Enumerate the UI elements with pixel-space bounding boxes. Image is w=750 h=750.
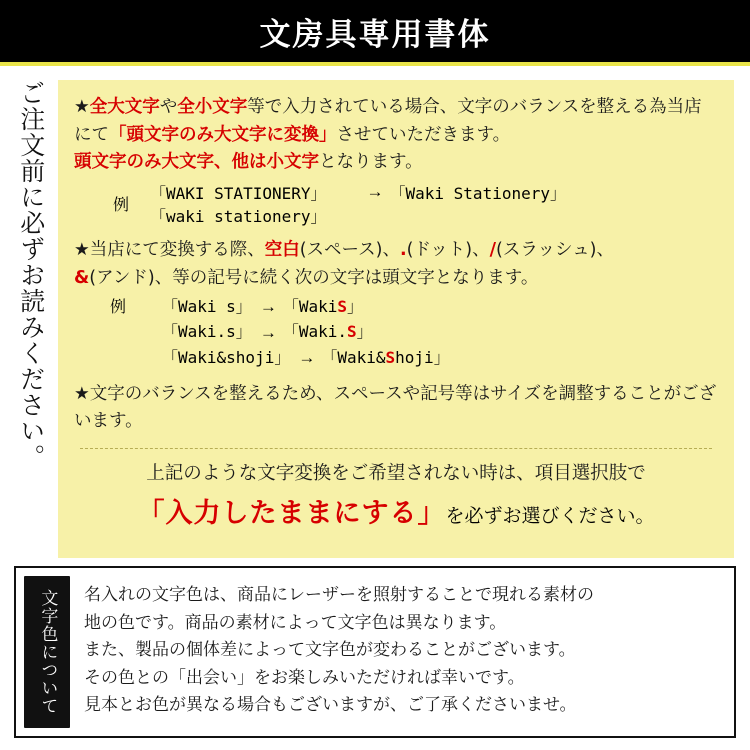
note-line: 名入れの文字色は、商品にレーザーを照射することで現れる素材の xyxy=(84,585,594,605)
notice-panel xyxy=(58,80,734,558)
rule-2-t4: (アンド)、等の記号に続く次の文字は頭文字となります。 xyxy=(89,267,539,288)
example-2-row-0-left: 「Waki s」 xyxy=(162,296,252,316)
rule-1-red-2: 全小文字 xyxy=(177,97,248,117)
rule-1-mid-1: や xyxy=(159,97,178,117)
example-2-row-1-right-tail: 」 xyxy=(356,322,373,342)
example-2-row-2-right-tail: hoji」 xyxy=(395,347,450,367)
rule-1-red-3: 「頭文字のみ大文字に変換」 xyxy=(109,124,337,145)
example-1-inputs xyxy=(150,181,566,227)
example-1-arrow: → xyxy=(366,182,384,202)
closing-red-text: 「入力したままにする」 xyxy=(137,497,446,529)
example-1-output: 「Waki Stationery」 xyxy=(389,183,566,203)
example-1-label: 例 xyxy=(112,195,129,215)
example-2-label: 例 xyxy=(110,296,127,316)
rule-2-red-space: 空白 xyxy=(264,239,300,260)
example-2-row-1-arrow: → xyxy=(259,322,277,342)
text-color-note-label-text: 文字色について xyxy=(37,589,58,715)
closing-line-2 xyxy=(74,491,718,530)
note-line: その色との「出会い」をお楽しみいただければ幸いです。 xyxy=(84,667,525,688)
example-2 xyxy=(74,294,718,371)
rule-1-mid-2: 等で入力されている場合、文字のバランスを整える為当店にて xyxy=(74,97,702,145)
rule-2-t1: (スペース)、 xyxy=(299,239,400,260)
note-line: 見本とお色が異なる場合もございますが、ご了承くださいませ。 xyxy=(84,695,577,716)
rule-1-suffix: となります。 xyxy=(319,152,423,173)
page-title: 文房具専用書体 xyxy=(259,16,491,53)
rule-3: ★文字のバランスを整えるため、スペースや記号等はサイズを調整することがございます。 xyxy=(74,383,717,432)
rule-2-t3: (スラッシュ)、 xyxy=(496,239,614,260)
header-bar xyxy=(0,0,750,62)
example-2-row-2-right-plain: 「Waki& xyxy=(321,347,386,367)
header-accent-line xyxy=(0,62,750,66)
rule-2-prefix: ★当店にて変換する際、 xyxy=(74,239,265,260)
example-1-input-lower: 「waki stationery」 xyxy=(150,206,327,226)
caution-vertical-text: ご注文前に必ずお読みください。 xyxy=(16,80,46,470)
example-2-row xyxy=(110,345,718,371)
example-2-row-2-arrow: → xyxy=(298,348,316,368)
closing-tail-text: を必ずお選びください。 xyxy=(445,504,655,527)
example-2-row-0-arrow: → xyxy=(259,297,277,317)
rule-2-t2: (ドット)、 xyxy=(406,239,490,260)
example-2-row-1-right-red: S xyxy=(346,322,357,342)
example-2-row-2-left: 「Waki&shoji」 xyxy=(162,347,291,367)
example-1-input-upper: 「WAKI STATIONERY」 xyxy=(150,183,327,203)
example-2-row xyxy=(110,294,718,320)
rule-1-red-1: 全大文字 xyxy=(89,97,160,117)
rule-2-red-amp: & xyxy=(74,267,90,288)
example-2-row xyxy=(110,320,718,346)
rule-2-red-dot: . xyxy=(399,239,407,260)
caution-strip xyxy=(8,80,54,560)
note-line: また、製品の個体差によって文字色が変わることがございます。 xyxy=(84,640,576,661)
text-color-note-box xyxy=(14,566,736,738)
example-2-row-0-right-red: S xyxy=(337,296,347,316)
rule-1-mid-3: させていただきます。 xyxy=(336,124,511,145)
rule-2 xyxy=(74,237,718,292)
rule-1 xyxy=(74,94,718,177)
example-2-row-2-right-red: S xyxy=(385,347,396,367)
rule-1-red-4: 頭文字のみ大文字、他は小文字 xyxy=(74,152,319,173)
note-line: 地の色です。商品の素材によって文字色は異なります。 xyxy=(84,612,507,633)
example-2-row-0-right-tail: 」 xyxy=(347,296,364,316)
example-2-row-0-right-plain: 「Waki xyxy=(282,296,338,316)
example-1 xyxy=(74,181,718,227)
text-color-note-label xyxy=(24,576,70,728)
closing-line-1: 上記のような文字変換をご希望されない時は、項目選択肢で xyxy=(146,462,646,484)
rule-1-prefix: ★ xyxy=(74,97,90,117)
rule-2-red-slash: / xyxy=(489,239,497,260)
example-2-row-1-right-plain: 「Waki. xyxy=(282,322,347,342)
example-2-row-1-left: 「Waki.s」 xyxy=(162,322,252,342)
text-color-note-body xyxy=(70,568,734,736)
section-divider xyxy=(80,448,712,449)
